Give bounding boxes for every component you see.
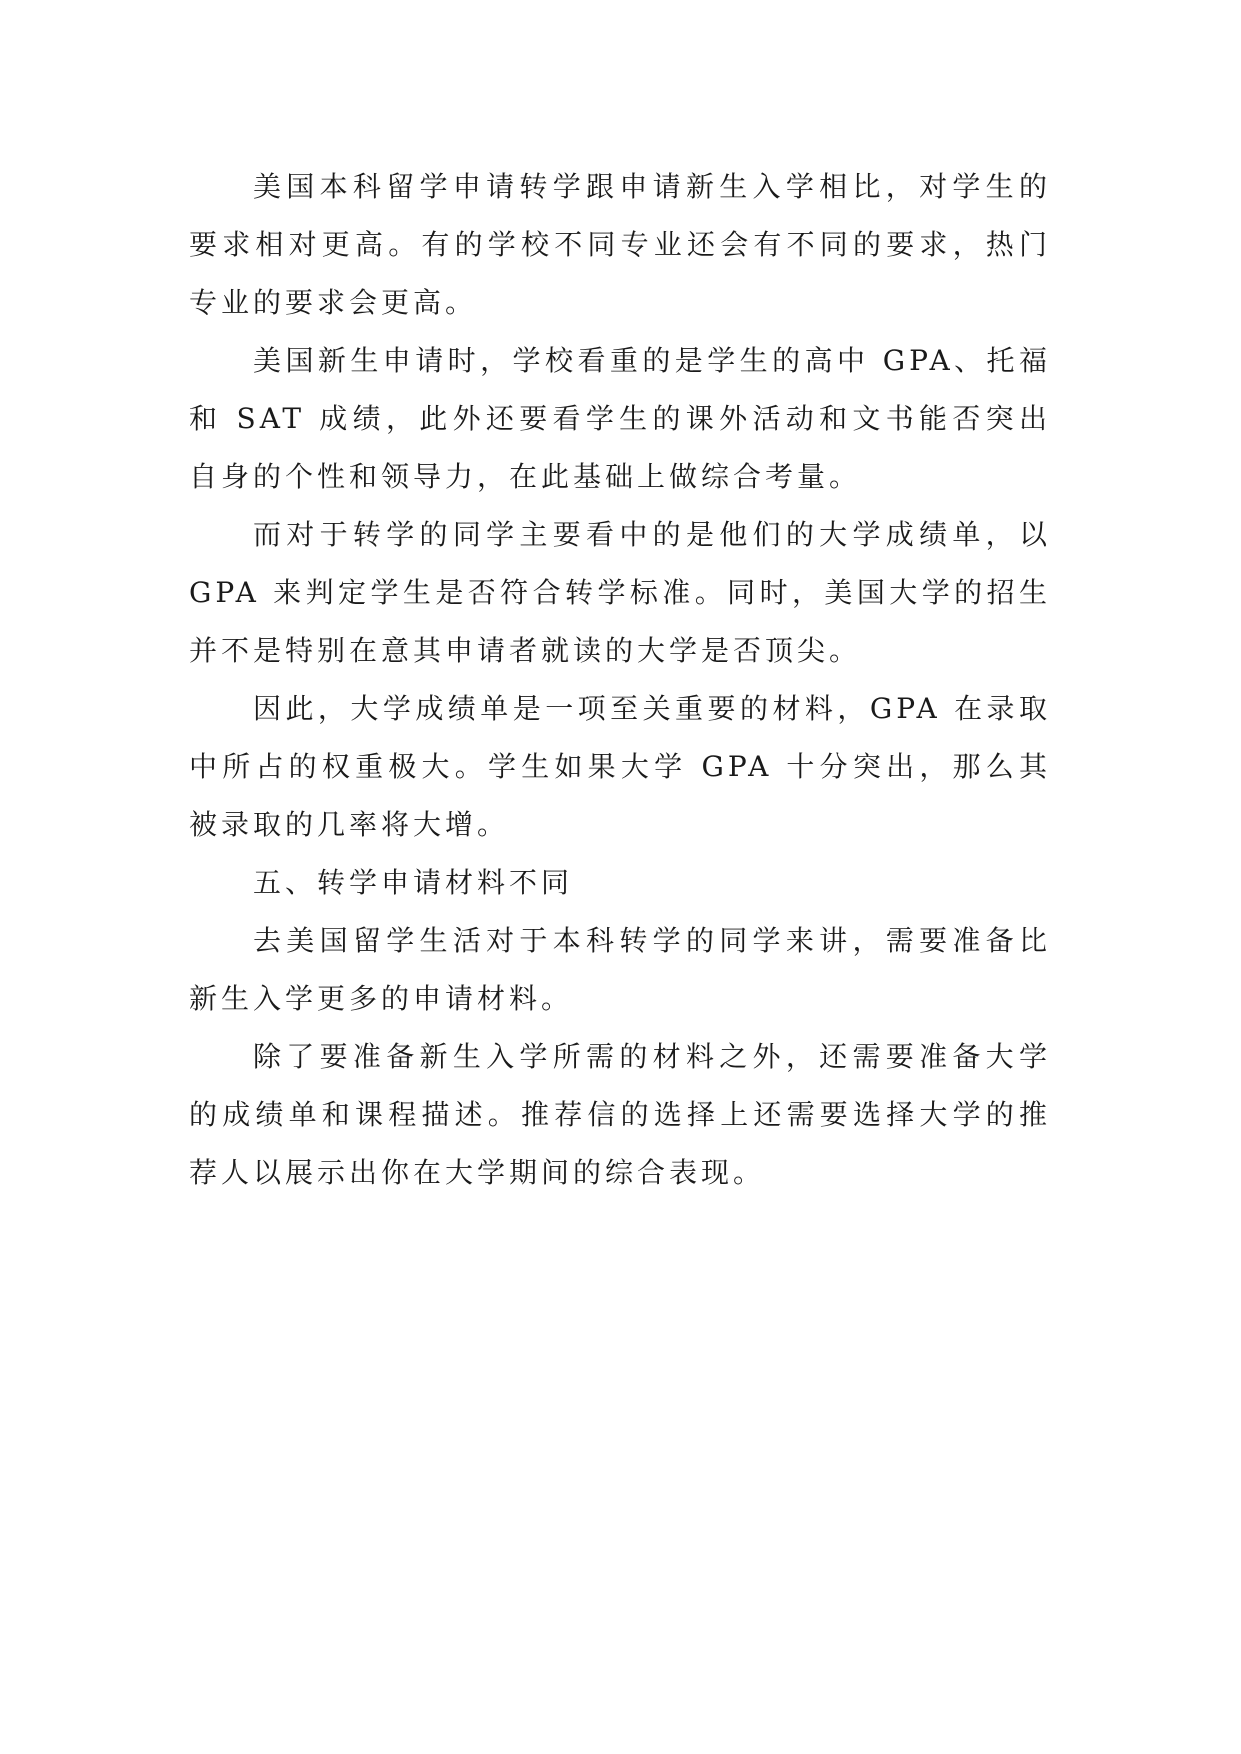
section-heading: 五、转学申请材料不同 (253, 866, 574, 899)
document-body (189, 158, 1051, 1202)
paragraph-3: 而对于转学的同学主要看中的是他们的大学成绩单，以 GPA 来判定学生是否符合转学标准。同时，美国大学的招生并不是特别在意其申请者就读的大学是否顶尖。 (189, 518, 1051, 667)
paragraph-5: 去美国留学生活对于本科转学的同学来讲，需要准备比新生入学更多的申请材料。 (189, 924, 1051, 1015)
paragraph-4: 因此，大学成绩单是一项至关重要的材料，GPA 在录取中所占的权重极大。学生如果大学 GPA 十分突出，那么其被录取的几率将大增。 (189, 692, 1051, 841)
paragraph-2: 美国新生申请时，学校看重的是学生的高中 GPA、托福和 SAT 成绩，此外还要看学生的课外活动和文书能否突出自身的个性和领导力，在此基础上做综合考量。 (189, 344, 1051, 493)
paragraph-6: 除了要准备新生入学所需的材料之外，还需要准备大学的成绩单和课程描述。推荐信的选择上还需要选择大学的推荐人以展示出你在大学期间的综合表现。 (189, 1040, 1051, 1189)
paragraph-1: 美国本科留学申请转学跟申请新生入学相比，对学生的要求相对更高。有的学校不同专业还会有不同的要求，热门专业的要求会更高。 (189, 170, 1051, 319)
